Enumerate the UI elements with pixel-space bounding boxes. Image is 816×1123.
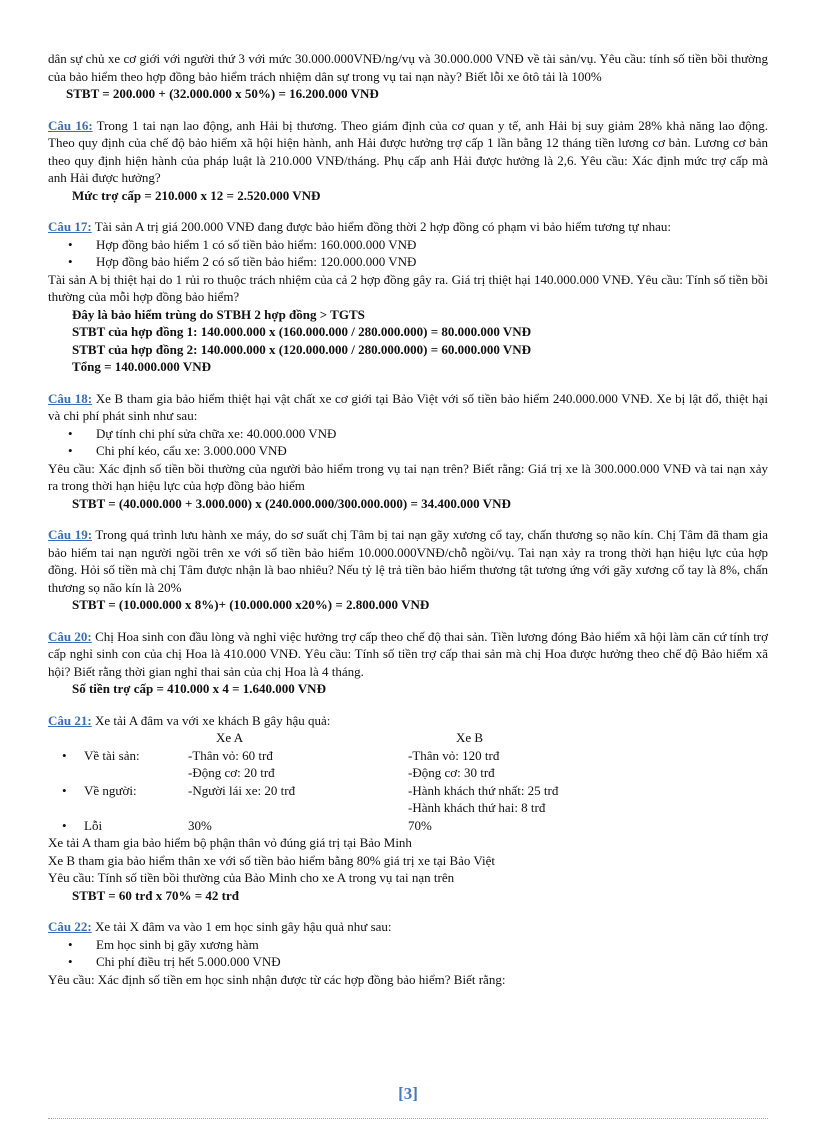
question-21-line-2: Xe B tham gia bảo hiểm thân xe với số tiền bảo hiểm bằng 80% giá trị xe tại Bảo Việt (48, 852, 496, 868)
question-19 (48, 526, 768, 614)
row-category: Về người: (84, 782, 137, 798)
question-22-label[interactable]: Câu 22: (48, 919, 92, 934)
question-17-text2: Tài sản A bị thiệt hại do 1 rủi ro thuộc trách nhiệm của cả 2 hợp đồng gây ra. Giá trị thiệt hại 140.000.000 VNĐ. Yêu cầu: Tính số tiền bồi thường của mỗi hợp đồng bảo hiểm? (48, 271, 768, 304)
question-22-text2: Yêu cầu: Xác định số tiền em học sinh nhận được từ các hợp đồng bảo hiểm? Biết rằng: (48, 971, 506, 987)
question-21-text: Xe tải A đâm va với xe khách B gây hậu quả: (91, 712, 331, 728)
question-21-line-3: Yêu cầu: Tính số tiền bồi thường của Bảo Minh cho xe A trong vụ tai nạn trên (48, 870, 455, 885)
column-header-xe-a: Xe A (216, 730, 244, 745)
question-20-label[interactable]: Câu 20: (48, 628, 92, 644)
question-22-text: Xe tải X đâm va vào 1 em học sinh gây hậu quả như sau: (91, 919, 392, 934)
question-16-text: Trong 1 tai nạn lao động, anh Hải bị thương. Theo giám định của cơ quan y tế, anh Hải bị suy giảm 28% khả năng lao động. Theo quy định của chế độ bảo hiểm xã hội hiện hành, anh Hải được hưởng trợ cấp 1 lần bằng 12 tháng tiền lương cơ bản. Lương cơ bản theo quy định hiện hành của pháp luật là 210.000 VNĐ/tháng. Phụ cấp anh Hải được hưởng là 2,6. Yêu cầu: Xác định mức trợ cấp mà anh Hải được hưởng? (48, 117, 769, 185)
table-header-row (48, 729, 558, 747)
bullet: • (62, 782, 67, 798)
row-value-b: -Hành khách thứ hai: 8 trđ (408, 800, 546, 815)
list-item: • Chi phí điều trị hết 5.000.000 VNĐ (62, 953, 768, 971)
intro-text: dân sự chủ xe cơ giới với người thứ 3 với mức 30.000.000VNĐ/ng/vụ và 30.000.000 VNĐ về tài sản/vụ. Yêu cầu: tính số tiền bồi thường của bảo hiểm theo hợp đồng bảo hiểm trách nhiệm dân sự trong vụ tai nạn này? Biết lỗi xe ôtô tải là 100% (48, 51, 768, 84)
row-category: Về tài sản: (84, 747, 140, 763)
row-value-a: -Động cơ: 20 trđ (188, 765, 275, 780)
row-value-b: -Thân vỏ: 120 trđ (408, 747, 500, 763)
page-number: [3] (398, 1084, 418, 1103)
question-17-calc-2: STBT của hợp đồng 1: 140.000.000 x (160.000.000 / 280.000.000) = 80.000.000 VNĐ (72, 324, 532, 339)
question-17-calc-1: Đây là bảo hiểm trùng do STBH 2 hợp đồng > TGTS (72, 306, 365, 322)
question-20-calc: Số tiền trợ cấp = 410.000 x 4 = 1.640.000 VNĐ (72, 681, 326, 696)
row-value-b: -Hành khách thứ nhất: 25 trđ (408, 782, 559, 798)
table-row (48, 747, 558, 765)
question-17-calc-3: STBT của hợp đồng 2: 140.000.000 x (120.000.000 / 280.000.000) = 60.000.000 VNĐ (72, 341, 532, 357)
list-item: • Hợp đồng bảo hiểm 2 có số tiền bảo hiểm: 120.000.000 VNĐ (62, 253, 768, 271)
question-17-text: Tài sản A trị giá 200.000 VNĐ đang được bảo hiểm đồng thời 2 hợp đồng có phạm vi bảo hiểm tương tự nhau: (91, 219, 671, 234)
list-item: • Chi phí kéo, cẩu xe: 3.000.000 VNĐ (62, 442, 768, 460)
question-21-line-1: Xe tải A tham gia bảo hiểm bộ phận thân vỏ đúng giá trị tại Bảo Minh (48, 835, 412, 850)
row-value-b: -Động cơ: 30 trđ (408, 765, 495, 780)
question-18 (48, 390, 768, 513)
question-19-calc: STBT = (10.000.000 x 8%)+ (10.000.000 x20%) = 2.800.000 VNĐ (72, 597, 430, 612)
question-21-calc: STBT = 60 trđ x 70% = 42 trđ (72, 887, 239, 903)
list-item: • Em học sinh bị gãy xương hàm (62, 936, 768, 954)
footer-divider (48, 1118, 768, 1120)
row-value-a: -Người lái xe: 20 trđ (188, 782, 296, 798)
bullet: • (62, 817, 67, 833)
list-item: • Hợp đồng bảo hiểm 1 có số tiền bảo hiểm: 160.000.000 VNĐ (62, 236, 768, 254)
question-21 (48, 712, 768, 905)
row-value-b: 70% (408, 817, 432, 833)
question-18-label[interactable]: Câu 18: (48, 390, 93, 406)
intro-calc: STBT = 200.000 + (32.000.000 x 50%) = 16.200.000 VNĐ (66, 86, 379, 101)
question-22 (48, 918, 768, 988)
damage-table (48, 729, 558, 834)
column-header-xe-b: Xe B (456, 730, 484, 745)
row-value-a (188, 799, 408, 817)
row-category (84, 799, 188, 817)
row-value-a: 30% (188, 817, 212, 833)
question-16-label[interactable]: Câu 16: (48, 117, 93, 133)
question-17-calc-4: Tổng = 140.000.000 VNĐ (72, 359, 211, 374)
table-row (48, 782, 558, 800)
question-20 (48, 628, 768, 698)
question-16-calc: Mức trợ cấp = 210.000 x 12 = 2.520.000 VNĐ (72, 187, 321, 203)
table-row (48, 764, 558, 782)
table-row (48, 817, 558, 835)
question-16 (48, 117, 768, 205)
question-19-text: Trong quá trình lưu hành xe máy, do sơ suất chị Tâm bị tai nạn gãy xương cổ tay, chấn thương sọ não kín. Chị Tâm đã tham gia bảo hiểm tai nạn người ngồi trên xe với số tiền bảo hiểm 10.000.000VNĐ/chỗ ngồi/vụ. Tai nạn xảy ra trong thời hạn hiệu lực của hợp đồng. Hỏi số tiền mà chị Tâm được nhận là bao nhiêu? Nếu tỷ lệ trả tiền bảo hiểm thương tật tương ứng với gãy xương cổ tay là 8%, chấn thương sọ não kín là 20% (48, 527, 768, 595)
question-18-calc: STBT = (40.000.000 + 3.000.000) x (240.000.000/300.000.000) = 34.400.000 VNĐ (72, 495, 511, 511)
question-17 (48, 218, 768, 376)
question-17-label[interactable]: Câu 17: (48, 219, 92, 234)
table-row (48, 799, 558, 817)
question-21-label[interactable]: Câu 21: (48, 712, 92, 728)
list-item: • Dự tính chi phí sửa chữa xe: 40.000.000 VNĐ (62, 425, 768, 443)
row-category: Lỗi (84, 817, 103, 833)
question-18-text2: Yêu cầu: Xác định số tiền bồi thường của người bảo hiểm trong vụ tai nạn trên? Biết rằng: Giá trị xe là 300.000.000 VNĐ và tai nạn xảy ra trong thời hạn hiệu lực của hợp đồng bảo hiểm (48, 460, 768, 493)
question-19-label[interactable]: Câu 19: (48, 527, 93, 542)
question-20-text: Chị Hoa sinh con đầu lòng và nghỉ việc hưởng trợ cấp theo chế độ thai sản. Tiền lương đóng Bảo hiểm xã hội làm căn cứ tính trợ cấp nghỉ sinh con của chị Hoa là 410.000 VNĐ. Yêu cầu: Tính số tiền trợ cấp thai sản mà chị Hoa được hưởng theo chế độ Bảo hiểm xã hội? Biết rằng thời gian nghỉ thai sản của chị Hoa là 4 tháng. (48, 628, 769, 679)
question-18-text: Xe B tham gia bảo hiểm thiệt hại vật chất xe cơ giới tại Bảo Việt với số tiền bảo hiểm 240.000.000 VNĐ. Xe bị lật đổ, thiệt hại và chi phí phát sinh như sau: (48, 390, 768, 423)
row-category (84, 764, 188, 782)
bullet: • (62, 747, 67, 763)
row-value-a: -Thân vỏ: 60 trđ (188, 747, 273, 763)
document-page (48, 50, 768, 988)
